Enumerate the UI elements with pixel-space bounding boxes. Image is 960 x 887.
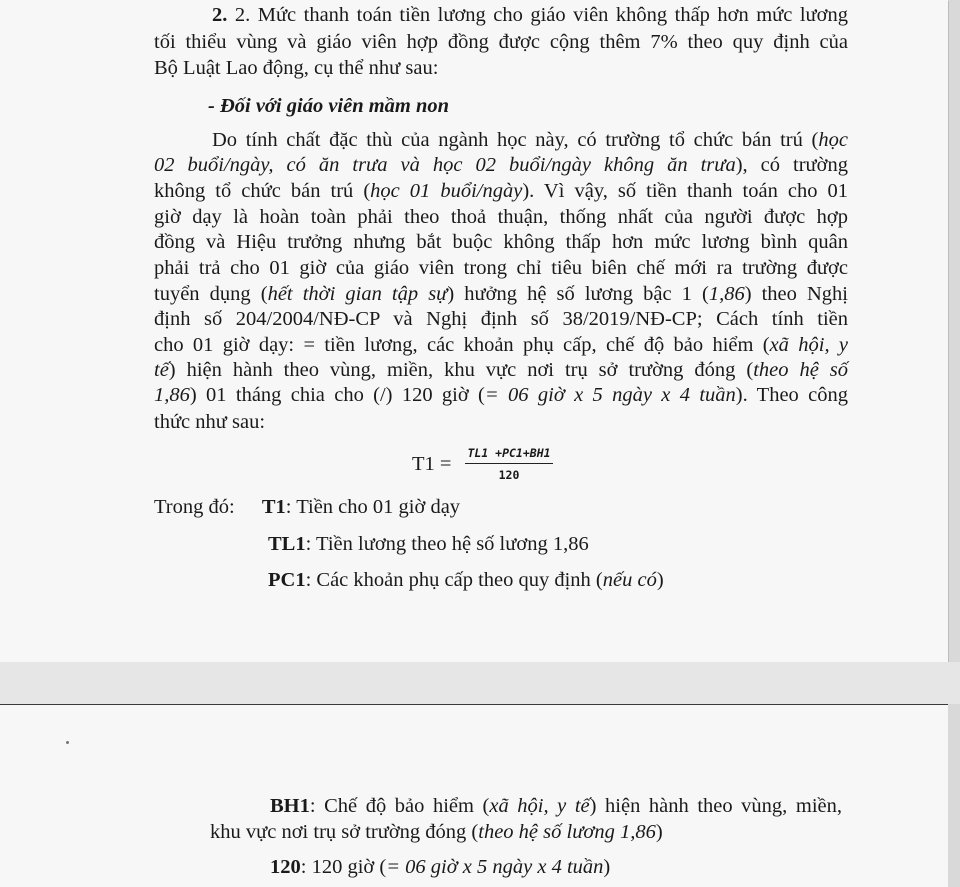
paragraph-line-1: Do tính chất đặc thù của ngành học này, có trường tổ chức bán trú (học — [212, 129, 848, 151]
definition-text-tl1: : Tiền lương theo hệ số lương 1,86 — [305, 533, 589, 555]
document-page-bottom — [0, 704, 948, 887]
definition-key-pc1: PC1 — [268, 569, 306, 591]
paragraph-line-4: giờ dạy là hoàn toàn phải theo thoả thuận, thống nhất của người được hợp — [154, 206, 848, 228]
paragraph-line-3: không tổ chức bán trú (học 01 buổi/ngày). Vì vậy, số tiền thanh toán cho 01 — [154, 180, 848, 202]
definition-key-120: 120 — [270, 856, 301, 878]
definition-text-t1: : Tiền cho 01 giờ dạy — [285, 496, 461, 518]
definition-120: 120: 120 giờ (= 06 giờ x 5 ngày x 4 tuần) — [270, 856, 611, 878]
definition-key-t1: T1 — [261, 496, 286, 518]
definition-pc1: PC1: Các khoản phụ cấp theo quy định (nếu có) — [268, 569, 664, 591]
paragraph-line-6: phải trả cho 01 giờ của giáo viên trong chỉ tiêu biên chế mới ra trường được — [154, 257, 848, 279]
paragraph-line-8: định số 204/2004/NĐ-CP và Nghị định số 38/2019/NĐ-CP; Cách tính tiền — [154, 308, 848, 330]
section-2-line-1 — [212, 2, 848, 28]
paragraph-line-11: 1,86) 01 tháng chia cho (/) 120 giờ (= 06 giờ x 5 ngày x 4 tuần). Theo công — [154, 384, 848, 406]
formula-lhs: T1 = — [412, 452, 452, 475]
paragraph-line-12: thức như sau: — [154, 411, 266, 433]
definition-key-tl1: TL1 — [268, 533, 306, 555]
speck — [66, 741, 69, 744]
section-2-line-3: Bộ Luật Lao động, cụ thể như sau: — [154, 57, 439, 79]
formula-numerator: TL1 +PC1+BH1 — [465, 446, 552, 464]
definition-key-bh1: BH1 — [270, 795, 310, 817]
paragraph-line-9: cho 01 giờ dạy: = tiền lương, các khoản phụ cấp, chế độ bảo hiểm (xã hội, y — [154, 334, 848, 356]
paragraph-line-10: tế) hiện hành theo vùng, miền, khu vực nơi trụ sở trường đóng (theo hệ số — [154, 359, 848, 381]
paragraph-line-7: tuyển dụng (hết thời gian tập sự) hưởng hệ số lương bậc 1 (1,86) theo Nghị — [154, 283, 848, 305]
formula-fraction — [465, 446, 552, 482]
section-2-line-2: tối thiểu vùng và giáo viên hợp đồng được cộng thêm 7% theo quy định của — [154, 31, 848, 53]
definitions-intro-line — [154, 494, 848, 520]
paragraph-line-5: đồng và Hiệu trưởng nhưng bắt buộc không thấp hơn mức lương bình quân — [154, 231, 848, 253]
section-number: 2. — [212, 4, 228, 26]
definitions-intro: Trong đó: — [154, 496, 235, 518]
definition-bh1-cont: khu vực nơi trụ sở trường đóng (theo hệ số lương 1,86) — [210, 821, 663, 843]
preschool-heading: - Đối với giáo viên mầm non — [208, 95, 450, 117]
definition-tl1 — [268, 531, 828, 557]
paragraph-line-2: 02 buổi/ngày, có ăn trưa và học 02 buổi/ngày không ăn trưa), có trường — [154, 154, 848, 176]
section-2-text: 2. Mức thanh toán tiền lương cho giáo viên không thấp hơn mức lương — [234, 4, 848, 26]
page-gap — [0, 662, 960, 704]
formula-denominator: 120 — [498, 468, 520, 482]
definition-bh1: BH1: Chế độ bảo hiểm (xã hội, y tế) hiện hành theo vùng, miền, — [270, 795, 842, 817]
formula — [412, 446, 553, 482]
